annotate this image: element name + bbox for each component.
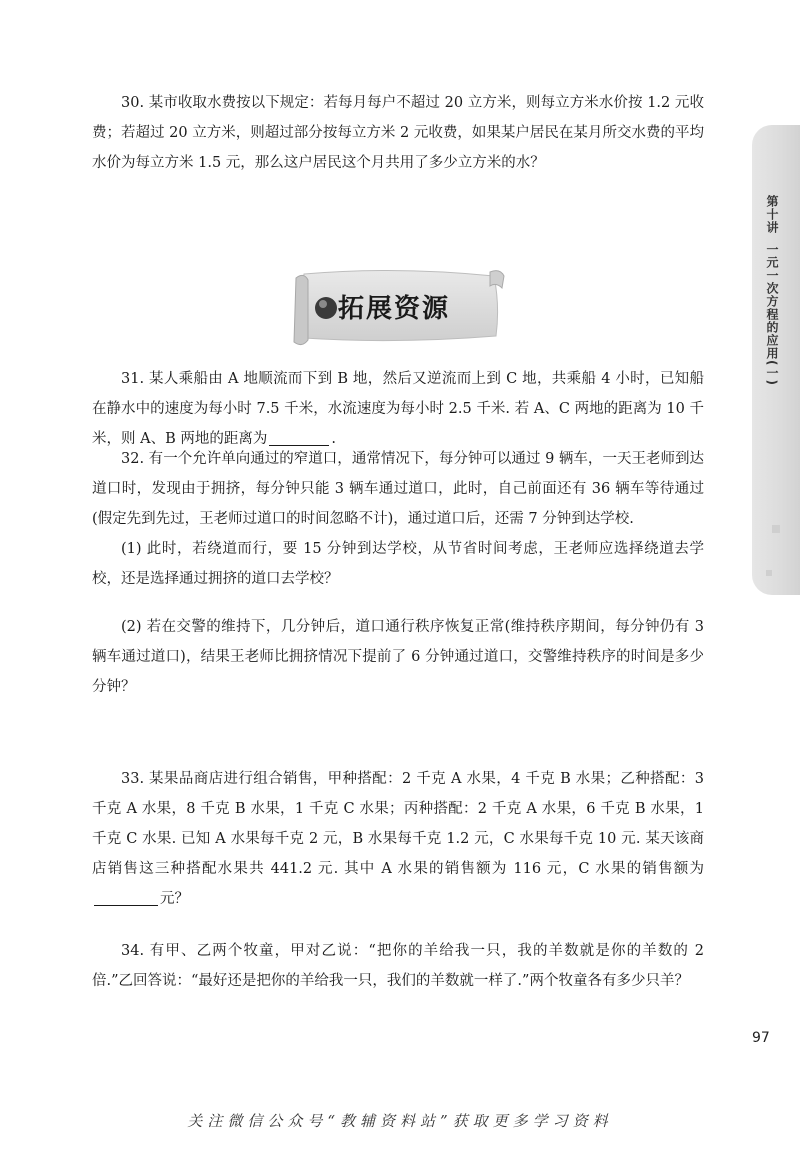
side-tab-lesson: 第十讲 <box>765 195 779 234</box>
problem-32-part-2 <box>92 612 704 702</box>
problem-30 <box>92 88 704 178</box>
page-number: 97 <box>752 1030 770 1046</box>
footer-note: 关注微信公众号“教辅资料站”获取更多学习资料 <box>187 1112 613 1130</box>
problem-31-text-before: 31. 某人乘船由 A 地顺流而下到 B 地，然后又逆流而上到 C 地，共乘船 4 小时，已知船在静水中的速度为每小时 7.5 千米，水流速度为每小时 2.5 千米. 若 A、C 两地的距离为 10 千米，则 A、B 两地的距离为 <box>92 371 704 447</box>
problem-32 <box>92 444 704 594</box>
problem-31-text <box>92 364 704 454</box>
problem-33-text <box>92 764 704 914</box>
problem-30-text: 30. 某市收取水费按以下规定：若每月每户不超过 20 立方米，则每立方米水价按 1.2 元收费；若超过 20 立方米，则超过部分按每立方米 2 元收费，如果某户居民在某月所交水费的平均水价为每立方米 1.5 元，那么这户居民这个月共用了多少立方米的水？ <box>92 95 704 171</box>
chapter-side-tab <box>752 125 800 595</box>
problem-34-text: 34. 有甲、乙两个牧童，甲对乙说：“把你的羊给我一只，我的羊数就是你的羊数的 2 倍.”乙回答说：“最好还是把你的羊给我一只，我们的羊数就一样了.”两个牧童各有多少只羊？ <box>92 943 704 989</box>
side-tab-deco-square-icon <box>772 525 780 533</box>
side-tab-title: 一元一次方程的应用(一) <box>765 243 779 386</box>
problem-31 <box>92 364 704 454</box>
problem-33-text-before: 33. 某果品商店进行组合销售，甲种搭配：2 千克 A 水果，4 千克 B 水果；乙种搭配：3 千克 A 水果，8 千克 B 水果，1 千克 C 水果；丙种搭配：2 千克 A 水果，6 千克 B 水果，1 千克 C 水果. 已知 A 水果每千克 2 元，B 水果每千克 1.2 元，C 水果每千克 10 元. 某天该商店销售这三种搭配水果共 441.2 元. 其中 A 水果的销售额为 116 元，C 水果的销售额为 <box>92 771 704 877</box>
problem-33 <box>92 764 704 914</box>
section-banner <box>286 266 514 350</box>
problem-34 <box>92 936 704 996</box>
side-tab-deco-square-icon <box>766 570 772 576</box>
section-banner-title: 拓展资源 <box>338 294 451 324</box>
problem-32-intro: 32. 有一个允许单向通过的窄道口，通常情况下，每分钟可以通过 9 辆车，一天王老师到达道口时，发现由于拥挤，每分钟只能 3 辆车通过道口，此时，自己前面还有 36 辆车等待通过(假定先到先过，王老师过道口的时间忽略不计)，通过道口后，还需 7 分钟到达学校. <box>92 451 704 527</box>
problem-31-text-after: . <box>331 431 336 447</box>
answer-blank[interactable] <box>94 887 158 906</box>
problem-32-question-1: (1) 此时，若绕道而行，要 15 分钟到达学校，从节省时间考虑，王老师应选择绕道去学校，还是选择通过拥挤的道口去学校？ <box>92 541 704 587</box>
problem-33-text-after: 元？ <box>160 891 189 907</box>
problem-32-question-2: (2) 若在交警的维持下，几分钟后，道口通行秩序恢复正常(维持秩序期间，每分钟仍有 3 辆车通过道口)，结果王老师比拥挤情况下提前了 6 分钟通过道口，交警维持秩序的时间是多少分钟？ <box>92 619 704 695</box>
